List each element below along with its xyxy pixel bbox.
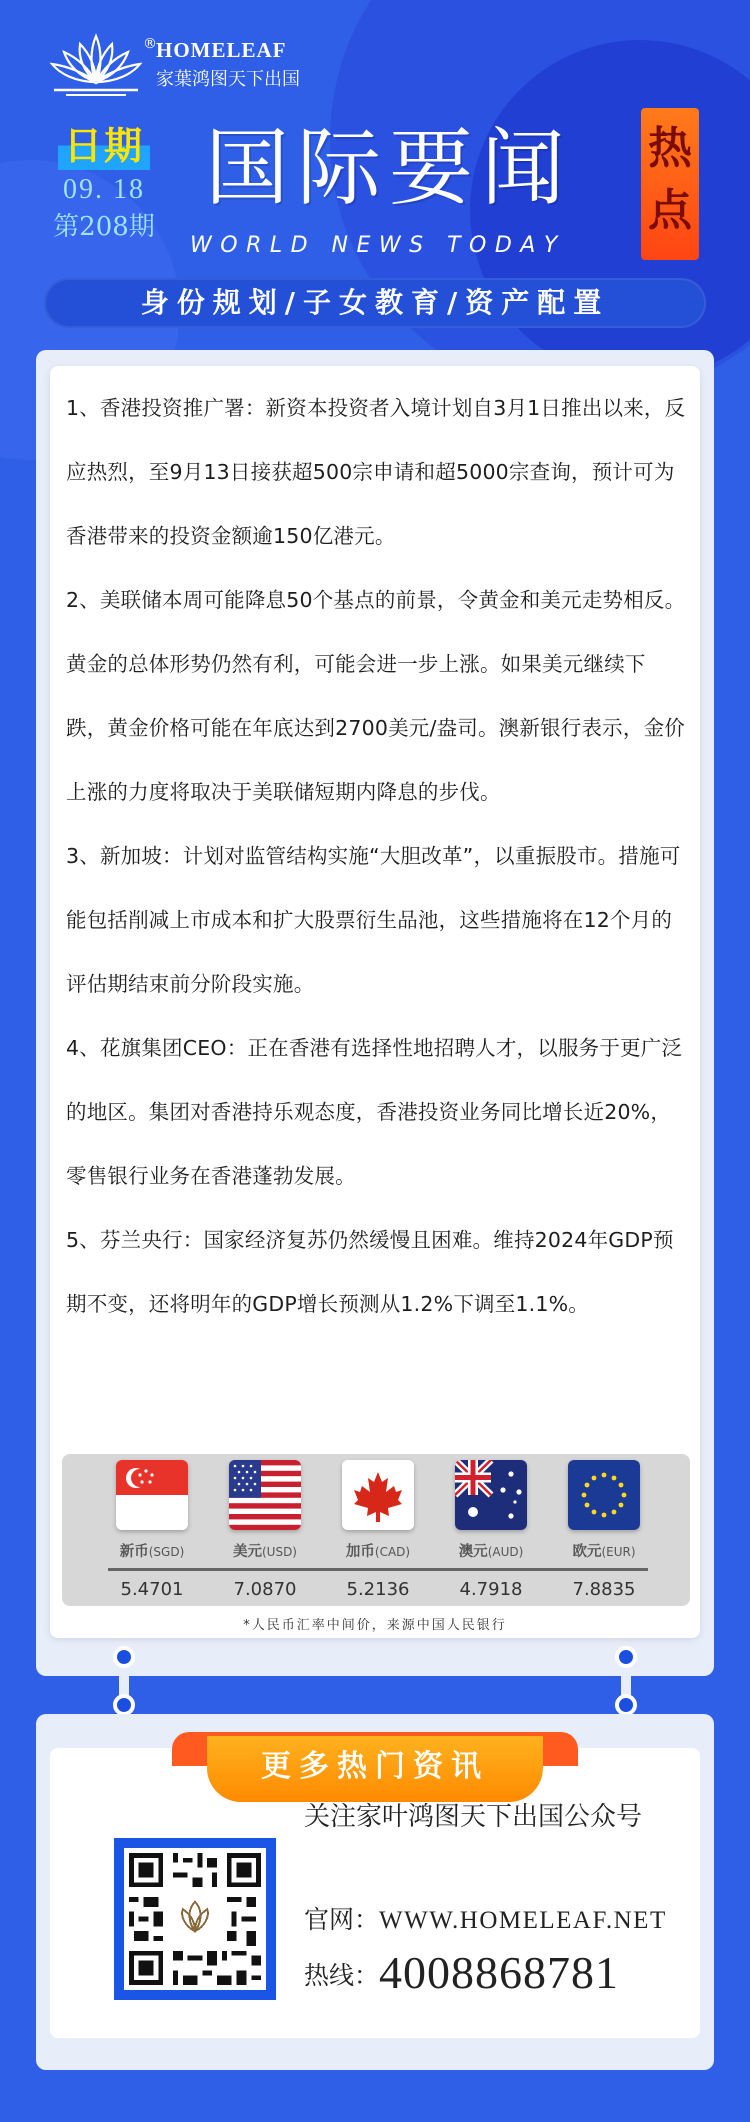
fx-name: 加币 <box>345 1544 375 1560</box>
brand-name-cn: 家葉鸿图天下出国 <box>156 68 300 90</box>
hot-badge <box>641 108 699 260</box>
website-line <box>304 1900 667 1936</box>
fx-source-note: *人民币汇率中间价，来源中国人民银行 <box>243 1618 507 1633</box>
hotline-line <box>304 1946 619 1999</box>
more-news-ribbon: 更多热门资讯 <box>207 1736 543 1802</box>
eu-flag-icon <box>568 1460 640 1530</box>
page-title: 国际要闻 <box>205 119 574 217</box>
exchange-rate-panel <box>62 1454 690 1606</box>
fx-code: (USD) <box>261 1545 297 1559</box>
website-link[interactable]: WWW.HOMELEAF.NET <box>379 1907 667 1934</box>
hot-badge-text: 热点 <box>648 123 692 236</box>
fx-code: (CAD) <box>374 1545 411 1559</box>
fx-column-eur <box>549 1454 659 1561</box>
registered-mark: ® <box>143 36 157 52</box>
brand-name-en: HOMELEAF <box>156 37 287 62</box>
fx-rate-aud: 4.7918 <box>459 1579 523 1600</box>
fx-name: 美元 <box>232 1544 262 1560</box>
fx-code: (EUR) <box>601 1545 636 1559</box>
fx-name: 欧元 <box>572 1544 602 1560</box>
lotus-logo-icon <box>46 30 146 98</box>
news-item: 5、芬兰央行：国家经济复苏仍然缓慢且困难。维持2024年GDP预期不变，还将明年的GDP增长预测从1.2%下调至1.1%。 <box>66 1228 674 1316</box>
hotline-number[interactable]: 4008868781 <box>379 1947 620 1998</box>
australia-flag-icon <box>455 1460 527 1530</box>
fx-column-cad <box>323 1454 433 1561</box>
fx-divider <box>108 1568 648 1571</box>
website-label: 官网： <box>304 1905 380 1934</box>
follow-text: 关注家叶鸿图天下出国公众号 <box>304 1802 643 1832</box>
tagline-bar: 身份规划/子女教育/资产配置 <box>44 278 706 328</box>
fx-code: (SGD) <box>148 1545 185 1559</box>
date-value: 09. 18 <box>63 174 145 205</box>
news-item: 1、香港投资推广署：新资本投资者入境计划自3月1日推出以来，反应热烈，至9月13日接获超500宗申请和超5000宗查询，预计可为香港带来的投资金额逾150亿港元。 <box>66 396 686 548</box>
fx-rate-sgd: 5.4701 <box>120 1579 184 1600</box>
news-list <box>66 376 686 1336</box>
fx-column-usd <box>210 1454 320 1561</box>
card-connector-left <box>113 1646 135 1716</box>
card-connector-right <box>615 1646 637 1716</box>
news-item: 2、美联储本周可能降息50个基点的前景，令黄金和美元走势相反。黄金的总体形势仍然有利，可能会进一步上涨。如果美元继续下跌，黄金价格可能在年底达到2700美元/盎司。澳新银行表示，金价上涨的力度将取决于美联储短期内降息的步伐。 <box>66 588 686 804</box>
news-card <box>50 366 700 1638</box>
fx-name: 新币 <box>119 1544 149 1560</box>
qr-code-icon[interactable] <box>114 1838 276 2000</box>
fx-column-aud <box>436 1454 546 1561</box>
fx-rate-usd: 7.0870 <box>233 1579 297 1600</box>
fx-code: (AUD) <box>487 1545 524 1559</box>
fx-rate-cad: 5.2136 <box>346 1579 410 1600</box>
singapore-flag-icon <box>116 1460 188 1530</box>
hotline-label: 热线： <box>304 1961 380 1990</box>
issue-number: 第208期 <box>53 212 155 242</box>
canada-flag-icon <box>342 1460 414 1530</box>
date-block <box>44 115 164 245</box>
usa-flag-icon <box>229 1460 301 1530</box>
fx-name: 澳元 <box>458 1544 488 1560</box>
news-item: 3、新加坡：计划对监管结构实施“大胆改革”，以重振股市。措施可能包括削减上市成本和扩大股票衍生品池，这些措施将在12个月的评估期结束前分阶段实施。 <box>66 844 681 996</box>
brand-logo <box>46 30 300 98</box>
fx-column-sgd <box>97 1454 207 1561</box>
date-label: 日期 <box>58 115 150 170</box>
page-subtitle: WORLD NEWS TODAY <box>190 233 566 258</box>
news-item: 4、花旗集团CEO：正在香港有选择性地招聘人才，以服务于更广泛的地区。集团对香港持乐观态度，香港投资业务同比增长近20%，零售银行业务在香港蓬勃发展。 <box>66 1036 683 1188</box>
fx-rate-eur: 7.8835 <box>572 1579 636 1600</box>
